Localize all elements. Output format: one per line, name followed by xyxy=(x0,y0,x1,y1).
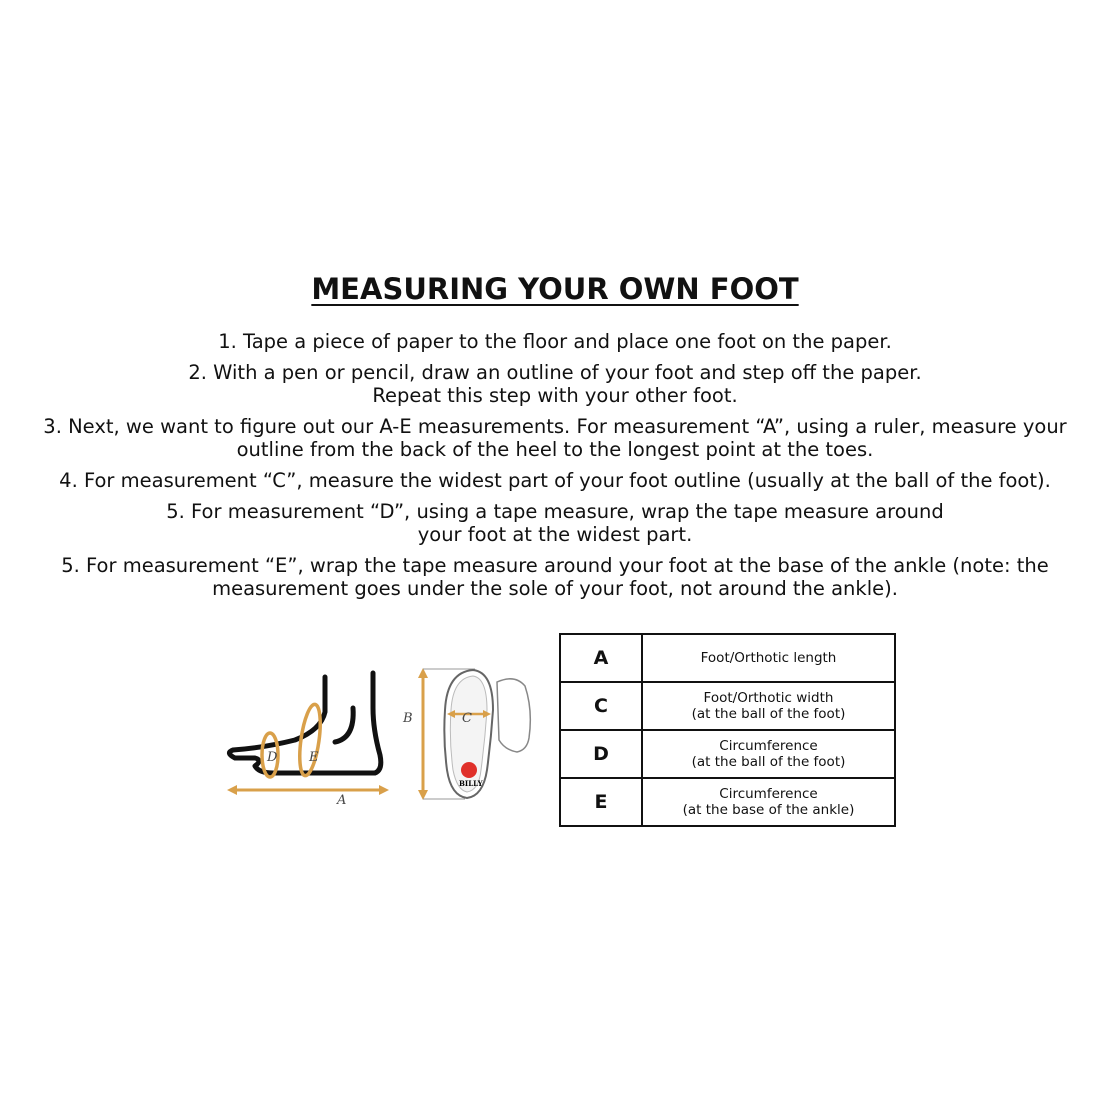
row-description xyxy=(642,634,895,682)
label-a: A xyxy=(337,793,347,808)
step-line: 3. Next, we want to figure out our A-E measurements. For measurement “A”, using a ruler, measure your xyxy=(43,415,1067,438)
row-letter: E xyxy=(560,778,642,826)
step-line: 1. Tape a piece of paper to the floor and place one foot on the paper. xyxy=(218,330,892,353)
row-desc-line1: Circumference xyxy=(719,786,818,802)
step-line: measurement goes under the sole of your foot, not around the ankle). xyxy=(212,577,898,600)
row-desc-line2: (at the ball of the foot) xyxy=(691,706,846,722)
label-b: B xyxy=(403,711,413,726)
row-letter: D xyxy=(560,730,642,778)
table-row xyxy=(560,730,895,778)
measurement-table xyxy=(559,633,896,827)
billy-logo-text: BILLY xyxy=(459,779,483,788)
row-desc-line2: (at the ball of the foot) xyxy=(691,754,846,770)
step-5 xyxy=(40,500,1070,546)
row-description xyxy=(642,682,895,730)
step-line: 2. With a pen or pencil, draw an outline of your foot and step off the paper. xyxy=(188,361,922,384)
instruction-steps xyxy=(40,330,1070,600)
table-row xyxy=(560,778,895,826)
label-c: C xyxy=(462,711,472,726)
row-desc-line1: Foot/Orthotic length xyxy=(700,650,837,666)
row-letter: A xyxy=(560,634,642,682)
step-line: Repeat this step with your other foot. xyxy=(372,384,738,407)
page-title: MEASURING YOUR OWN FOOT xyxy=(311,272,799,306)
arrow-a-left-head xyxy=(227,785,237,795)
row-description xyxy=(642,778,895,826)
row-desc-line2: (at the base of the ankle) xyxy=(682,802,855,818)
step-line: 5. For measurement “D”, using a tape measure, wrap the tape measure around xyxy=(166,500,944,523)
table-row xyxy=(560,634,895,682)
insole-toe-tab xyxy=(497,679,530,752)
step-1 xyxy=(40,330,1070,353)
step-line: your foot at the widest part. xyxy=(417,523,693,546)
row-desc-line1: Circumference xyxy=(719,738,818,754)
foot-measurement-diagram xyxy=(215,660,545,810)
ring-e xyxy=(296,703,324,777)
step-line: 4. For measurement “C”, measure the widest part of your foot outline (usually at the ball of the foot). xyxy=(59,469,1051,492)
step-2 xyxy=(40,361,1070,407)
foot-ankle-bone xyxy=(335,708,353,742)
label-d: D xyxy=(267,750,278,765)
step-4 xyxy=(40,469,1070,492)
step-6 xyxy=(40,554,1070,600)
row-letter: C xyxy=(560,682,642,730)
arrow-a-right-head xyxy=(379,785,389,795)
row-description xyxy=(642,730,895,778)
row-desc-line1: Foot/Orthotic width xyxy=(703,690,834,706)
table-row xyxy=(560,682,895,730)
step-3 xyxy=(40,415,1070,461)
step-line: 5. For measurement “E”, wrap the tape measure around your foot at the base of the ankle (note: the xyxy=(61,554,1049,577)
step-line: outline from the back of the heel to the longest point at the toes. xyxy=(236,438,874,461)
label-e: E xyxy=(309,750,319,765)
billy-logo-icon xyxy=(461,762,477,778)
